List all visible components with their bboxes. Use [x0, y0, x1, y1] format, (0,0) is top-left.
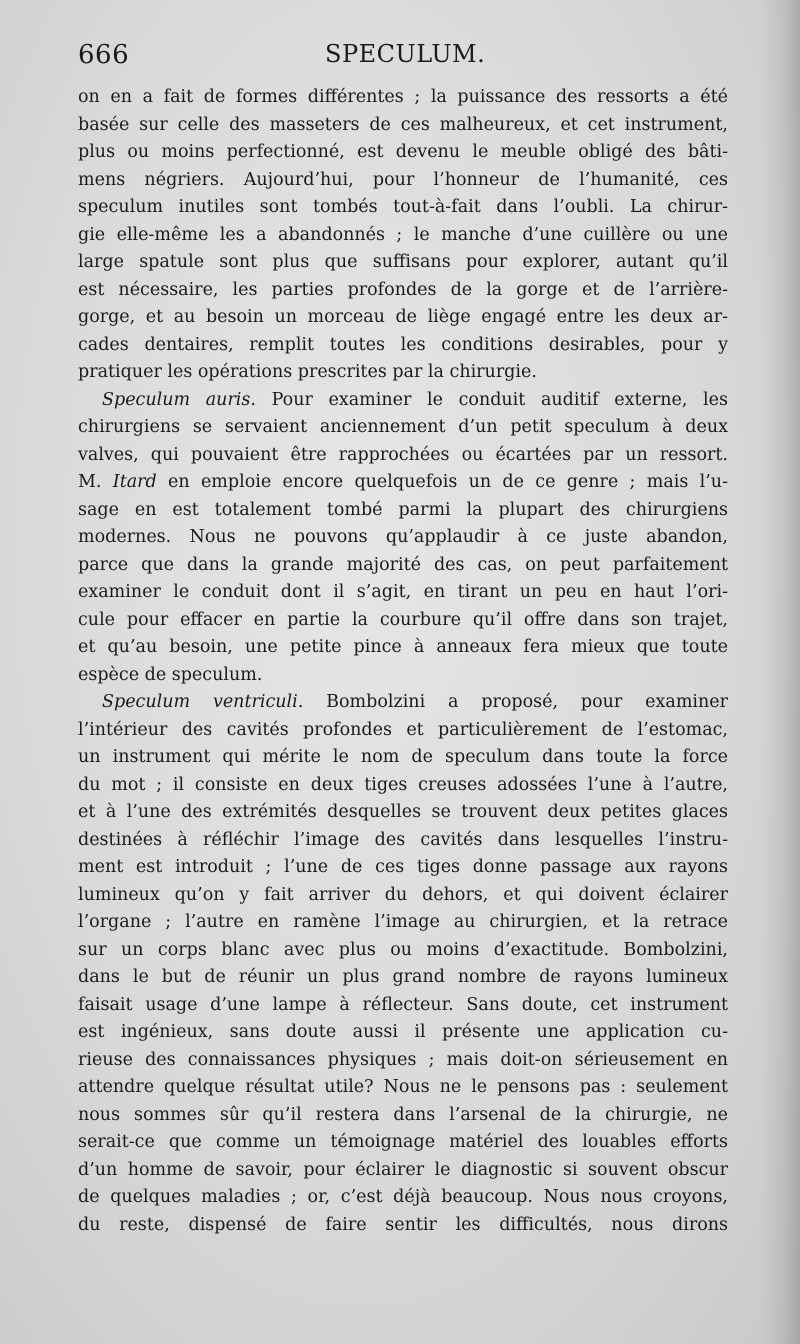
- page-header: [78, 40, 728, 76]
- text-line: Pour examiner le conduit auditif externe, les: [271, 389, 728, 410]
- text-line: de quelques maladies ; or, c’est déjà beaucoup. Nous nous croyons,: [78, 1187, 728, 1207]
- text-line: mens négriers. Aujourd’hui, pour l’honneur de l’humanité, ces: [78, 169, 728, 190]
- text-line: large spatule sont plus que suffisans pour explorer, autant qu’il: [78, 252, 728, 272]
- text-line: rieuse des connaissances physiques ; mais doit-on sérieusement en: [78, 1049, 728, 1070]
- text-line: dans le but de réunir un plus grand nombre de rayons lumineux: [78, 967, 728, 987]
- text-line: pratiquer les opérations prescrites par la chirurgie.: [78, 362, 537, 382]
- text-line: valves, qui pouvaient être rapprochées ou écartées par un ressort.: [78, 444, 728, 465]
- text-line: nous sommes sûr qu’il restera dans l’arsenal de la chirurgie, ne: [78, 1104, 728, 1125]
- text-line: destinées à réfléchir l’image des cavités dans lesquelles l’instru-: [78, 829, 728, 850]
- text-line: d’un homme de savoir, pour éclairer le diagnostic si souvent obscur: [78, 1159, 728, 1180]
- text-body: [78, 84, 728, 1239]
- text-line: attendre quelque résultat utile? Nous ne le pensons pas : seulement: [78, 1077, 728, 1097]
- text-line: cule pour effacer en partie la courbure qu’il offre dans son trajet,: [78, 609, 728, 630]
- italic-heading-speculum-ventriculi: Speculum ventriculi.: [102, 692, 304, 712]
- text-line: est nécessaire, les parties profondes de la gorge et de l’arrière-: [78, 279, 728, 300]
- page-number: 666: [78, 40, 130, 70]
- text-line: l’organe ; l’autre en ramène l’image au chirurgien, et la retrace: [78, 912, 728, 932]
- text-line: espèce de speculum.: [78, 664, 263, 685]
- text-line: serait-ce que comme un témoignage matériel des louables efforts: [78, 1132, 728, 1152]
- text-line: et à l’une des extrémités desquelles se trouvent deux petites glaces: [78, 802, 728, 822]
- italic-heading-speculum-auris: Speculum auris.: [102, 389, 256, 410]
- text-line: gie elle-même les a abandonnés ; le manche d’une cuillère ou une: [78, 224, 728, 245]
- text-line: basée sur celle des masseters de ces malheureux, et cet instrument,: [78, 114, 728, 135]
- text-line: faisait usage d’une lampe à réflecteur. Sans doute, cet instrument: [78, 994, 728, 1015]
- text-line: en emploie encore quelquefois un de ce genre ; mais l’u-: [168, 472, 728, 492]
- text-line: est ingénieux, sans doute aussi il présente une application cu-: [78, 1022, 728, 1042]
- text-line: du mot ; il consiste en deux tiges creuses adossées l’une à l’autre,: [78, 774, 728, 795]
- text-line: lumineux qu’on y fait arriver du dehors, et qui doivent éclairer: [78, 884, 728, 905]
- text-line: du reste, dispensé de faire sentir les difficultés, nous dirons: [78, 1214, 728, 1235]
- text-line: chirurgiens se servaient anciennement d’un petit speculum à deux: [78, 417, 728, 437]
- text-line: on en a fait de formes différentes ; la puissance des ressorts a été: [78, 87, 728, 107]
- text-line: Bombolzini a proposé, pour examiner: [326, 692, 728, 712]
- text-line: parce que dans la grande majorité des cas, on peut parfaitement: [78, 554, 728, 575]
- text-line: sage en est totalement tombé parmi la plupart des chirurgiens: [78, 499, 728, 520]
- text-line: l’intérieur des cavités profondes et particulièrement de l’estomac,: [78, 719, 728, 740]
- text-line: cades dentaires, remplit toutes les conditions desirables, pour y: [78, 334, 728, 355]
- running-head: SPECULUM.: [325, 40, 486, 68]
- paragraph-speculum-ventriculi-first-line: [78, 689, 728, 717]
- text-m-prefix: M.: [78, 472, 102, 492]
- text-line: modernes. Nous ne pouvons qu’applaudir à ce juste abandon,: [78, 527, 728, 547]
- text-line: gorge, et au besoin un morceau de liège engagé entre les deux ar-: [78, 307, 728, 327]
- text-line-itard: [78, 469, 728, 497]
- gutter-shadow: [760, 0, 800, 1344]
- text-line: examiner le conduit dont il s’agit, en tirant un peu en haut l’ori-: [78, 582, 728, 602]
- text-line: speculum inutiles sont tombés tout-à-fait dans l’oubli. La chirur-: [78, 197, 728, 217]
- text-line: un instrument qui mérite le nom de speculum dans toute la force: [78, 747, 728, 767]
- italic-name-itard: Itard: [112, 472, 157, 492]
- paragraph-speculum-auris-first-line: [78, 387, 728, 415]
- text-line: ment est introduit ; l’une de ces tiges donne passage aux rayons: [78, 857, 728, 877]
- text-line: sur un corps blanc avec plus ou moins d’exactitude. Bombolzini,: [78, 939, 728, 960]
- text-line: et qu’au besoin, une petite pince à anneaux fera mieux que toute: [78, 637, 728, 657]
- text-line: plus ou moins perfectionné, est devenu le meuble obligé des bâti-: [78, 142, 728, 162]
